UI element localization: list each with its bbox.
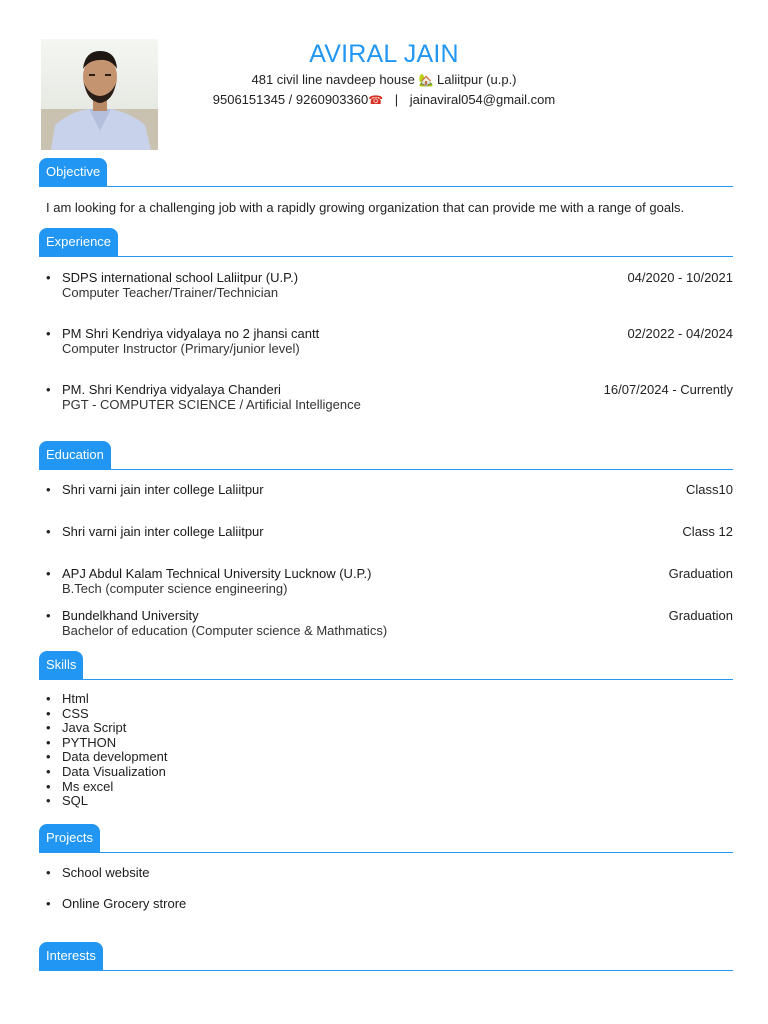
candidate-name: AVIRAL JAIN <box>309 40 459 68</box>
skill-label: Java Script <box>62 720 127 736</box>
experience-section-header <box>39 228 733 258</box>
skill-item <box>46 780 446 795</box>
skills-section-header <box>39 651 733 681</box>
profile-photo <box>41 39 158 150</box>
bullet: • <box>46 896 51 911</box>
bullet: • <box>46 482 51 497</box>
bullet: • <box>46 778 51 794</box>
experience-dates: 04/2020 - 10/2021 <box>627 270 733 285</box>
bullet: • <box>46 326 51 341</box>
projects-section-header <box>39 824 733 854</box>
house-icon: 🏡 <box>418 73 434 87</box>
experience-org: PM Shri Kendriya vidyalaya no 2 jhansi cantt <box>62 326 320 341</box>
education-item <box>46 524 733 539</box>
skill-item <box>46 750 446 765</box>
section-divider <box>39 186 733 187</box>
experience-org: SDPS international school Laliitpur (U.P.) <box>62 270 299 285</box>
bullet: • <box>46 608 51 623</box>
skill-label: CSS <box>62 705 89 721</box>
education-item <box>46 566 733 596</box>
interests-section-header <box>39 942 733 972</box>
skill-item <box>46 736 446 751</box>
bullet: • <box>46 270 51 285</box>
bullet: • <box>46 705 51 721</box>
section-title-experience: Experience <box>39 228 118 257</box>
education-item <box>46 482 733 497</box>
education-level: Class 12 <box>682 524 733 539</box>
experience-item <box>46 270 733 300</box>
skill-item <box>46 707 446 722</box>
contact-line <box>150 90 618 110</box>
skills-list <box>46 692 446 809</box>
education-school: Shri varni jain inter college Laliitpur <box>62 482 264 497</box>
skill-label: Data development <box>62 749 168 765</box>
skill-label: Ms excel <box>62 778 114 794</box>
experience-role: Computer Teacher/Trainer/Technician <box>62 285 279 300</box>
bullet: • <box>46 763 51 779</box>
skill-item <box>46 794 446 809</box>
section-divider <box>39 679 733 680</box>
section-divider <box>39 970 733 971</box>
education-level: Class10 <box>686 482 733 497</box>
project-item <box>46 896 733 911</box>
skill-item <box>46 721 446 736</box>
section-title-skills: Skills <box>39 651 83 680</box>
education-detail: B.Tech (computer science engineering) <box>62 581 288 596</box>
bullet: • <box>46 865 51 880</box>
skill-item <box>46 765 446 780</box>
bullet: • <box>46 793 51 809</box>
address-text: 481 civil line navdeep house <box>251 72 415 87</box>
section-title-interests: Interests <box>39 942 103 971</box>
city-text: Laliitpur (u.p.) <box>437 72 517 87</box>
objective-text: I am looking for a challenging job with a rapidly growing organization that can provide me with a range of goals. <box>46 200 685 215</box>
telephone-icon: ☎ <box>368 93 384 107</box>
phone-numbers: 9506151345 / 9260903360 <box>212 92 369 107</box>
bullet: • <box>46 691 51 706</box>
skill-item <box>46 692 446 707</box>
project-title: School website <box>62 865 150 880</box>
education-level: Graduation <box>668 566 733 581</box>
experience-dates: 02/2022 - 04/2024 <box>627 326 733 341</box>
objective-section-header <box>39 158 733 188</box>
project-item <box>46 865 733 880</box>
email-link[interactable]: jainaviral054@gmail.com <box>409 92 556 107</box>
education-school: APJ Abdul Kalam Technical University Lucknow (U.P.) <box>62 566 372 581</box>
resume-header <box>150 38 618 110</box>
experience-item <box>46 326 733 356</box>
section-title-education: Education <box>39 441 111 470</box>
bullet: • <box>46 382 51 397</box>
education-school: Shri varni jain inter college Laliitpur <box>62 524 264 539</box>
skill-label: Data Visualization <box>62 763 166 779</box>
section-divider <box>39 469 733 470</box>
section-title-objective: Objective <box>39 158 107 187</box>
contact-separator: | <box>394 92 399 107</box>
education-level: Graduation <box>668 608 733 623</box>
address-line <box>150 70 618 90</box>
section-divider <box>39 256 733 257</box>
bullet: • <box>46 749 51 765</box>
education-school: Bundelkhand University <box>62 608 199 623</box>
skill-label: SQL <box>62 793 89 809</box>
education-detail: Bachelor of education (Computer science & Mathmatics) <box>62 623 388 638</box>
skill-label: PYTHON <box>62 734 117 750</box>
bullet: • <box>46 720 51 736</box>
experience-org: PM. Shri Kendriya vidyalaya Chanderi <box>62 382 281 397</box>
bullet: • <box>46 524 51 539</box>
education-section-header <box>39 441 733 471</box>
project-title: Online Grocery strore <box>62 896 187 911</box>
bullet: • <box>46 734 51 750</box>
skill-label: Html <box>62 691 89 706</box>
experience-role: PGT - COMPUTER SCIENCE / Artificial Intelligence <box>62 397 361 412</box>
section-divider <box>39 852 733 853</box>
section-title-projects: Projects <box>39 824 100 853</box>
experience-dates: 16/07/2024 - Currently <box>603 382 733 397</box>
education-item <box>46 608 733 638</box>
bullet: • <box>46 566 51 581</box>
experience-role: Computer Instructor (Primary/junior level) <box>62 341 300 356</box>
experience-item <box>46 382 733 412</box>
